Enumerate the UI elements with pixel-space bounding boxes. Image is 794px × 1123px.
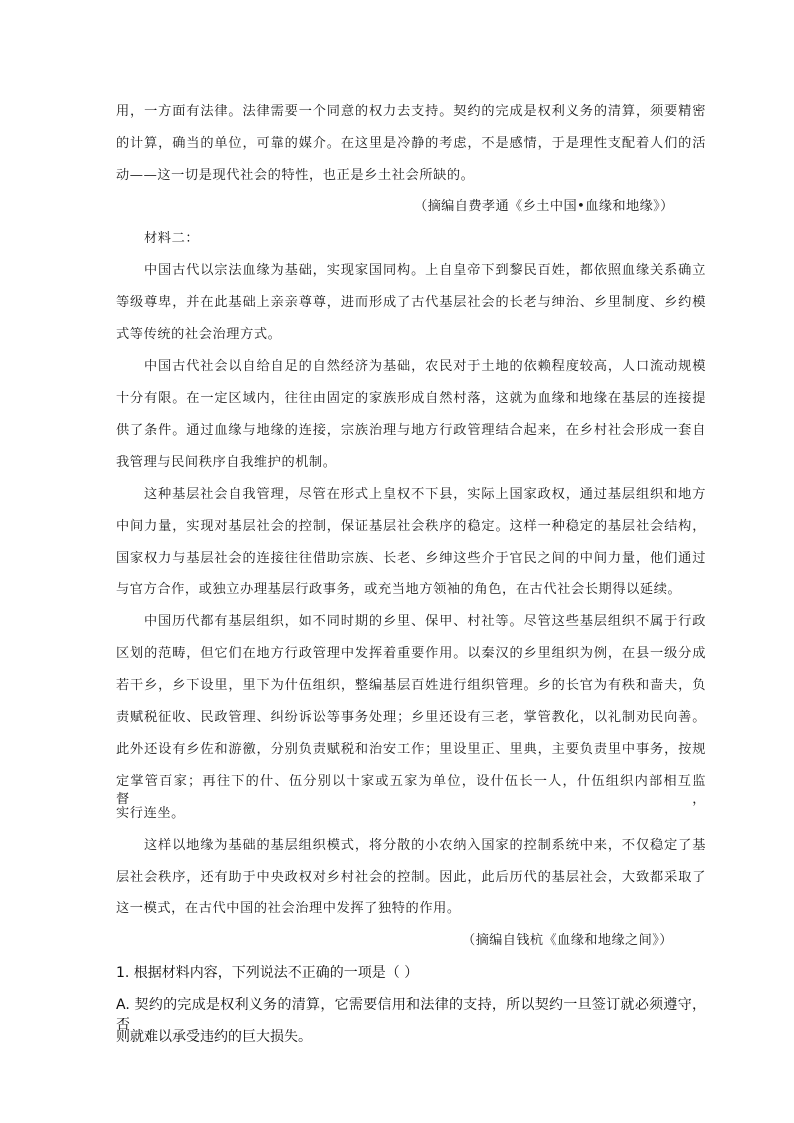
paragraph-line: 我管理与民间秩序自我维护的机制。 <box>116 455 337 470</box>
paragraph-line: 国家权力与基层社会的连接往往借助宗族、长老、乡绅这些介于官民之间的中间力量，他们通过 <box>116 551 706 566</box>
paragraph-line: 等级尊卑，并在此基础上亲亲尊尊，进而形成了古代基层社会的长老与绅治、乡里制度、乡约模 <box>116 295 706 310</box>
paragraph-line: 区划的范畴，但它们在地方行政管理中发挥着重要作用。以秦汉的乡里组织为例，在县一级分成 <box>116 646 706 661</box>
option-a-line: 则就难以承受违约的巨大损失。 <box>116 1029 312 1045</box>
paragraph-line: 实行连坐。 <box>116 806 185 821</box>
paragraph-line: 这种基层社会自我管理，尽管在形式上皇权不下县，实际上国家政权，通过基层组织和地方 <box>144 487 706 502</box>
material1-line: 动——这一切是现代社会的特性，也正是乡土社会所缺的。 <box>116 168 475 183</box>
paragraph-line: 中国古代以宗法血缘为基础，实现家国同构。上自皇帝下到黎民百姓，都依照血缘关系确立 <box>144 263 706 278</box>
paragraph-line: 中间力量，实现对基层社会的控制，保证基层社会秩序的稳定。这样一种稳定的基层社会结构， <box>116 519 706 534</box>
option-a-line: A. 契约的完成是权利义务的清算，它需要信用和法律的支持，所以契约一旦签订就必须遵守，否 <box>116 997 706 1033</box>
paragraph-line: 中国历代都有基层组织，如不同时期的乡里、保甲、村社等。尽管这些基层组织不属于行政 <box>144 614 706 629</box>
paragraph-line: 定掌管百家；再往下的什、伍分别以十家或五家为单位，设什伍长一人，什伍组织内部相互监督， <box>116 774 706 807</box>
paragraph-line: 式等传统的社会治理方式。 <box>116 327 282 342</box>
paragraph-line: 层社会秩序，还有助于中央政权对乡村社会的控制。因此，此后历代的基层社会，大致都采取了 <box>116 870 706 885</box>
paragraph-line: 此外还设有乡佐和游徼，分别负责赋税和治安工作；里设里正、里典，主要负责里中事务，按规 <box>116 742 706 757</box>
question-stem: 1. 根据材料内容，下列说法不正确的一项是（ ） <box>116 965 419 981</box>
paragraph-line: 与官方合作，或独立办理基层行政事务，或充当地方领袖的角色，在古代社会长期得以延续。 <box>116 582 682 597</box>
material1-source: （摘编自费孝通《乡土中国•血缘和地缘》） <box>414 199 674 214</box>
paragraph-line: 中国古代社会以自给自足的自然经济为基础，农民对于土地的依赖程度较高，人口流动规模 <box>144 359 706 374</box>
paragraph-line: 这样以地缘为基础的基层组织模式，将分散的小农纳入国家的控制系统中来，不仅稳定了基 <box>144 838 706 853</box>
paragraph-line: 十分有限。在一定区域内，往往由固定的家族形成自然村落，这就为血缘和地缘在基层的连接提 <box>116 391 706 406</box>
material1-line: 的计算，确当的单位，可靠的媒介。在这里是冷静的考虑，不是感情，于是理性支配着人们的活 <box>116 136 706 151</box>
paragraph-line: 供了条件。通过血缘与地缘的连接，宗族治理与地方行政管理结合起来，在乡村社会形成一套自 <box>116 423 706 438</box>
paragraph-line: 责赋税征收、民政管理、纠纷诉讼等事务处理；乡里还设有三老，掌管教化，以礼制劝民向善。 <box>116 710 706 725</box>
paragraph-line: 若干乡，乡下设里，里下为什伍组织，整编基层百姓进行组织管理。乡的长官为有秩和啬夫，负 <box>116 678 706 693</box>
material2-source: （摘编自钱杭《血缘和地缘之间》） <box>462 933 673 948</box>
material2-heading: 材料二： <box>144 231 200 246</box>
paragraph-line: 这一模式，在古代中国的社会治理中发挥了独特的作用。 <box>116 901 461 916</box>
material1-line: 用，一方面有法律。法律需要一个同意的权力去支持。契约的完成是权利义务的清算，须要精密 <box>116 104 706 119</box>
